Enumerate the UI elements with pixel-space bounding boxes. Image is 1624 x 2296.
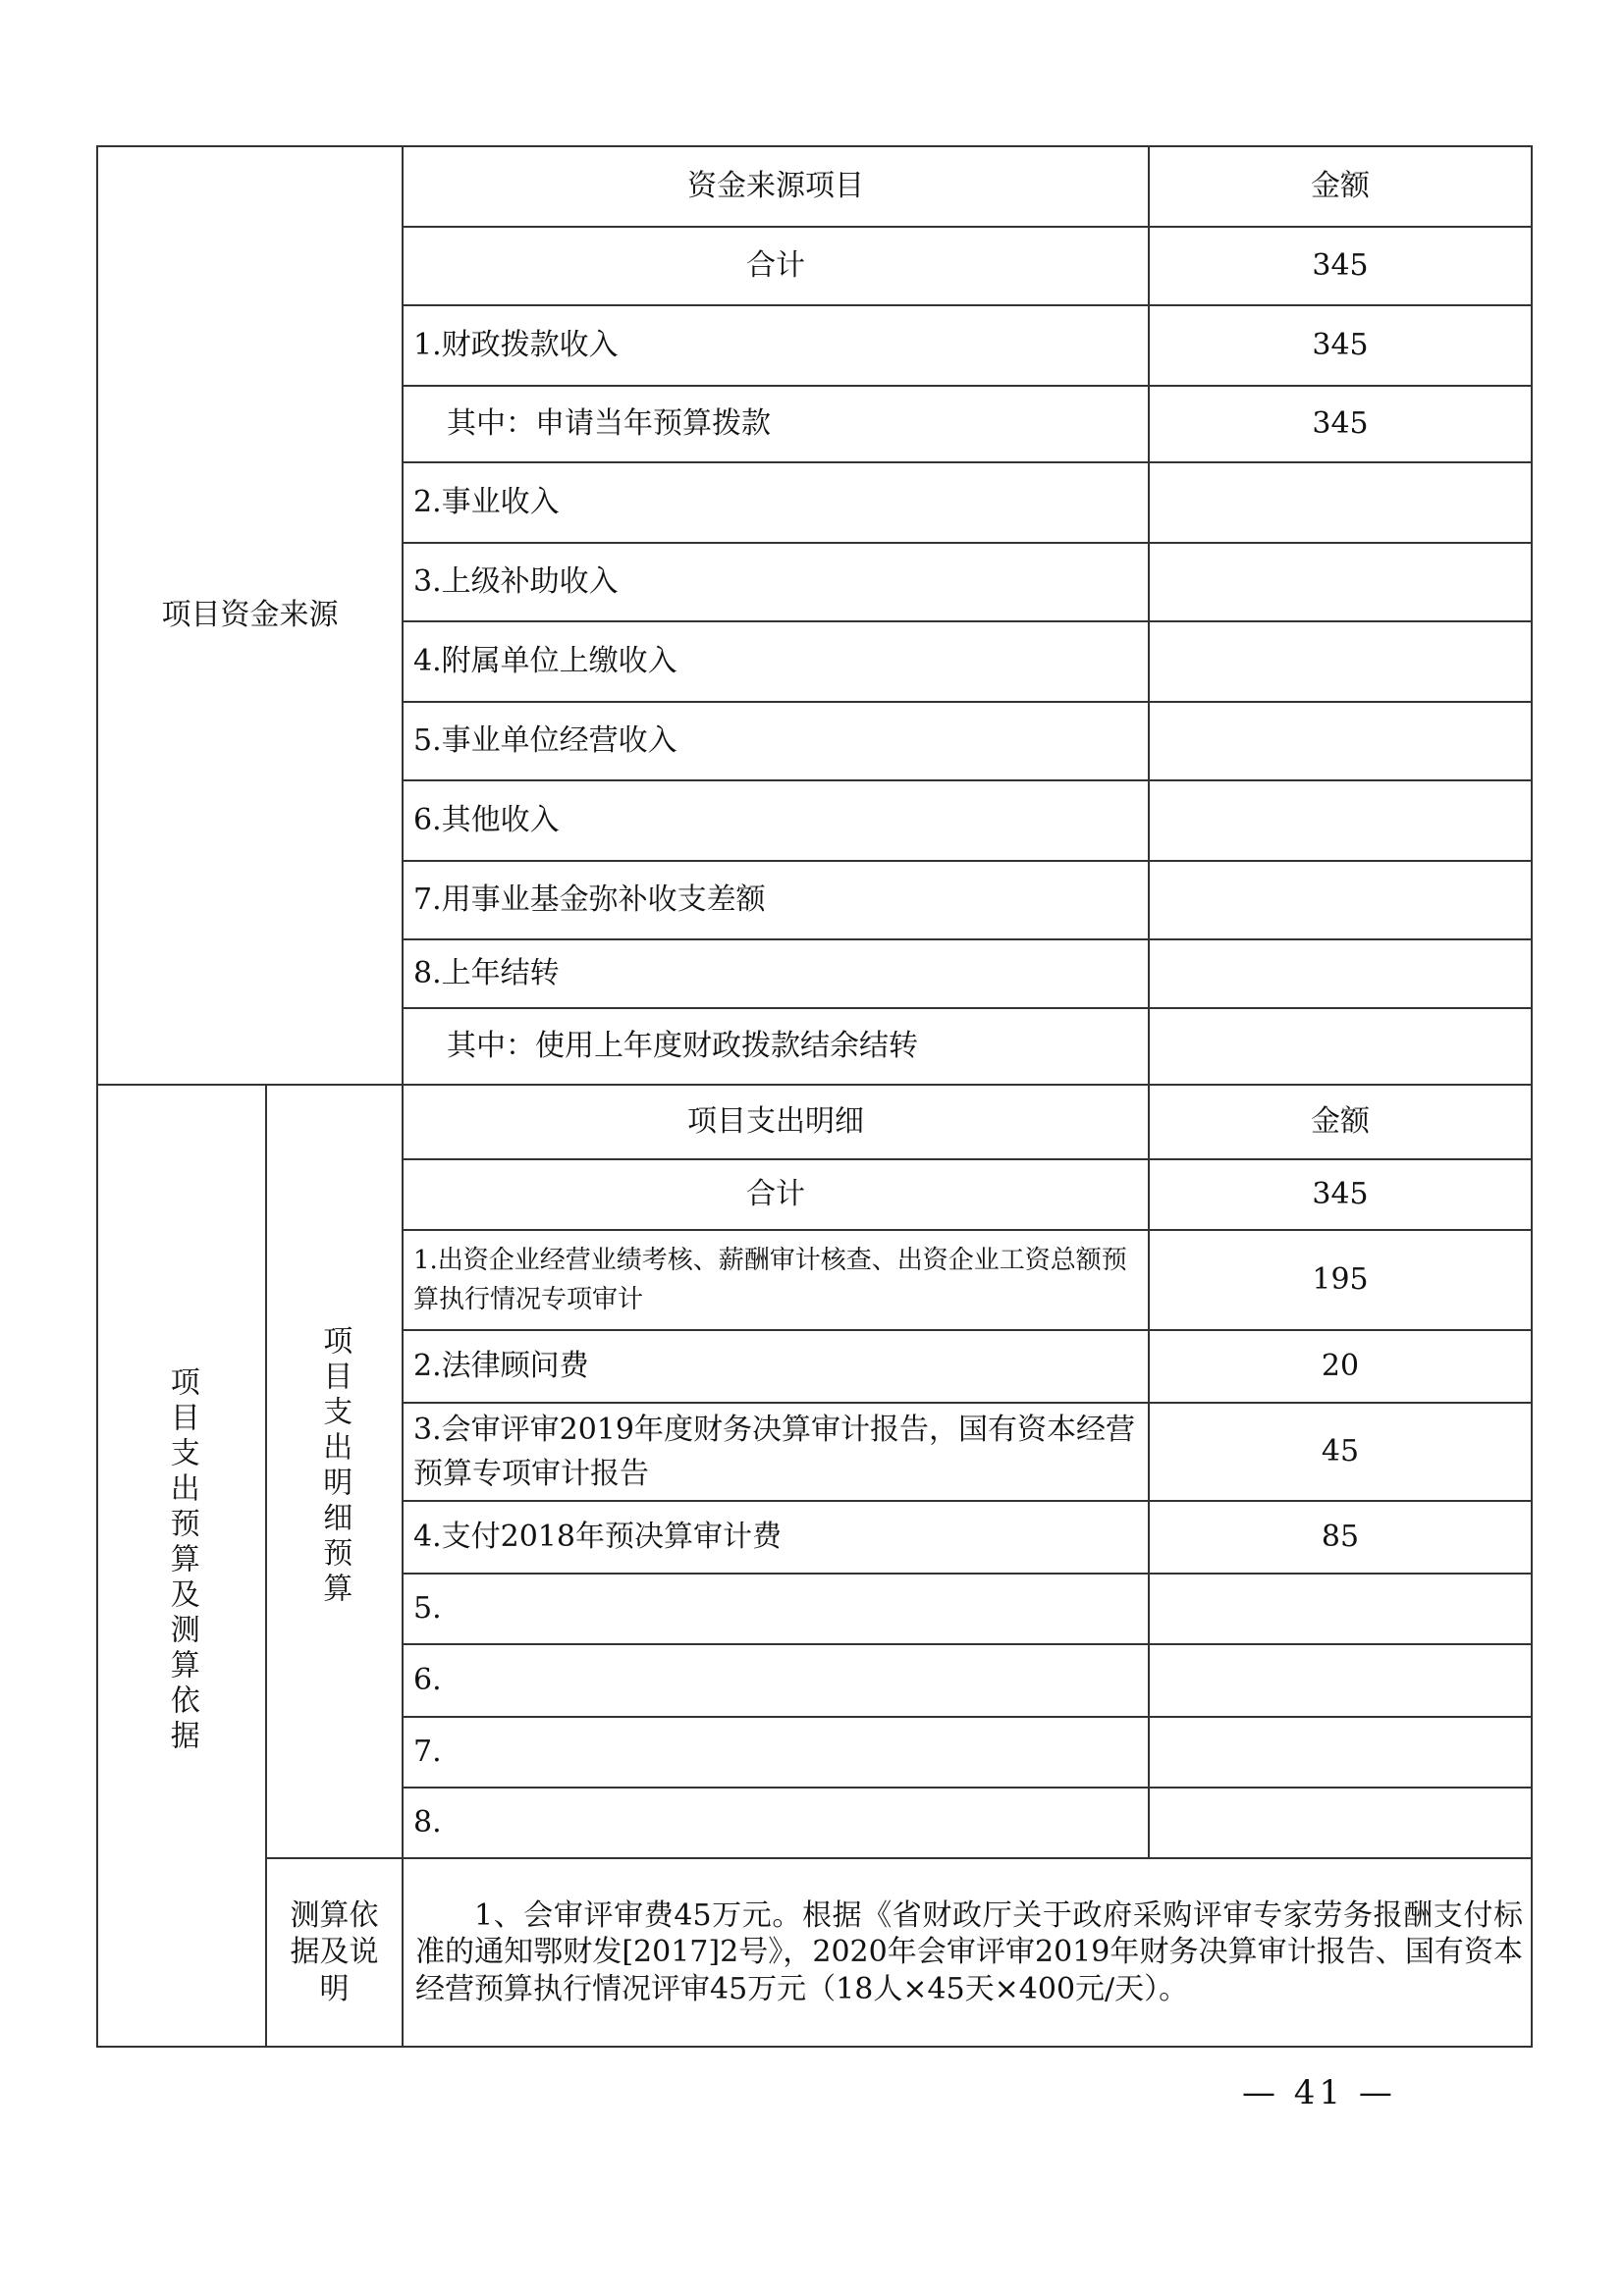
expenditure-row-label: 5. — [403, 1574, 1149, 1644]
funding-row-label: 其中：申请当年预算拨款 — [403, 386, 1149, 462]
expenditure-row-label: 7. — [403, 1717, 1149, 1788]
funding-row-amount — [1149, 702, 1532, 780]
expenditure-header-item: 项目支出明细 — [403, 1085, 1149, 1159]
expenditure-row-label: 4.支付2018年预决算审计费 — [403, 1501, 1149, 1574]
expenditure-row-amount: 345 — [1149, 1159, 1532, 1230]
expenditure-row-amount: 195 — [1149, 1230, 1532, 1330]
expenditure-section-label — [97, 1085, 266, 2047]
funding-row-amount — [1149, 1008, 1532, 1085]
expenditure-row-amount: 20 — [1149, 1330, 1532, 1403]
expenditure-section-text: 项目支出预算及测算依据 — [164, 1366, 199, 1756]
funding-row-label: 1.财政拨款收入 — [403, 305, 1149, 386]
funding-row-amount — [1149, 462, 1532, 543]
page-number: — 41 — — [1242, 2073, 1396, 2112]
expenditure-row-amount — [1149, 1644, 1532, 1717]
funding-header-item: 资金来源项目 — [403, 146, 1149, 227]
funding-header-row — [97, 146, 1532, 227]
funding-row-amount: 345 — [1149, 227, 1532, 305]
expenditure-sub-label — [266, 1085, 403, 1858]
expenditure-row-label: 6. — [403, 1644, 1149, 1717]
funding-row-label: 4.附属单位上缴收入 — [403, 621, 1149, 702]
expenditure-row-amount: 85 — [1149, 1501, 1532, 1574]
basis-label: 测算依据及说明 — [290, 1897, 379, 2006]
funding-section-label: 项目资金来源 — [97, 146, 403, 1085]
expenditure-header-amount: 金额 — [1149, 1085, 1532, 1159]
basis-label-cell — [266, 1858, 403, 2047]
basis-row — [97, 1858, 1532, 2047]
funding-row-amount — [1149, 939, 1532, 1008]
expenditure-row-amount — [1149, 1574, 1532, 1644]
expenditure-sub-text: 项目支出明细预算 — [317, 1325, 352, 1609]
funding-row-amount: 345 — [1149, 386, 1532, 462]
funding-row-amount — [1149, 780, 1532, 861]
funding-row-label: 2.事业收入 — [403, 462, 1149, 543]
expenditure-row-label: 2.法律顾问费 — [403, 1330, 1149, 1403]
expenditure-row-label: 1.出资企业经营业绩考核、薪酬审计核查、出资企业工资总额预算执行情况专项审计 — [403, 1230, 1149, 1330]
expenditure-row-label: 3.会审评审2019年度财务决算审计报告，国有资本经营预算专项审计报告 — [403, 1403, 1149, 1501]
funding-row-amount — [1149, 543, 1532, 621]
expenditure-header-row — [97, 1085, 1532, 1159]
funding-row-amount — [1149, 861, 1532, 939]
expenditure-row-amount — [1149, 1788, 1532, 1858]
funding-row-label: 合计 — [403, 227, 1149, 305]
funding-row-label: 3.上级补助收入 — [403, 543, 1149, 621]
expenditure-row-amount: 45 — [1149, 1403, 1532, 1501]
basis-text: 1、会审评审费45万元。根据《省财政厅关于政府采购评审专家劳务报酬支付标准的通知鄂财发[2017]2号》，2020年会审评审2019年财务决算审计报告、国有资本经营预算执行情况评审45万元（18人×45天×400元/天）。 — [403, 1858, 1532, 2047]
expenditure-row-label: 8. — [403, 1788, 1149, 1858]
expenditure-row-amount — [1149, 1717, 1532, 1788]
funding-row-label: 7.用事业基金弥补收支差额 — [403, 861, 1149, 939]
funding-row-amount — [1149, 621, 1532, 702]
funding-row-label: 5.事业单位经营收入 — [403, 702, 1149, 780]
funding-row-amount: 345 — [1149, 305, 1532, 386]
expenditure-row-label: 合计 — [403, 1159, 1149, 1230]
funding-row-label: 其中：使用上年度财政拨款结余结转 — [403, 1008, 1149, 1085]
funding-header-amount: 金额 — [1149, 146, 1532, 227]
funding-row-label: 6.其他收入 — [403, 780, 1149, 861]
funding-row-label: 8.上年结转 — [403, 939, 1149, 1008]
budget-table — [96, 145, 1533, 2048]
